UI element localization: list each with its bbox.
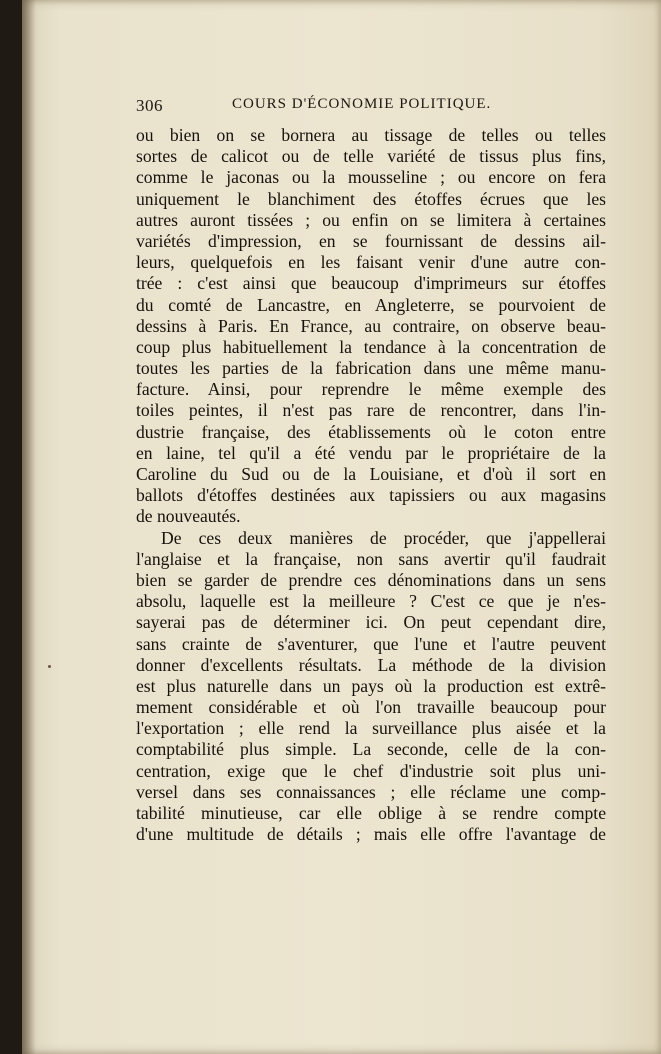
body-text (136, 125, 606, 845)
text-line: leurs, quelquefois en les faisant venir d'une autre con- (136, 252, 606, 273)
text-line: comme le jaconas ou la mousseline ; ou encore on fera (136, 167, 606, 188)
text-line: l'exportation ; elle rend la surveillance plus aisée et la (136, 718, 606, 739)
text-line: est plus naturelle dans un pays où la production est extrê- (136, 675, 606, 696)
text-line: sans crainte de s'aventurer, que l'une et l'autre peuvent (136, 633, 606, 654)
text-line: Caroline du Sud ou de la Louisiane, et d'où il sort en (136, 464, 606, 484)
text-line: toiles peintes, il n'est pas rare de rencontrer, dans l'in- (136, 400, 606, 421)
text-line: ballots d'étoffes destinées aux tapissiers ou aux magasins (136, 485, 606, 506)
text-line: ou bien on se bornera au tissage de telles ou telles (136, 125, 606, 145)
paragraph-2 (136, 528, 606, 846)
running-head: COURS D'ÉCONOMIE POLITIQUE. (232, 96, 492, 112)
text-line: du comté de Lancastre, en Angleterre, se pourvoient de (136, 294, 606, 315)
paper-speck (48, 665, 51, 668)
text-line: coup plus habituellement la tendance à la concentration de (136, 336, 606, 357)
text-line: autres auront tissées ; ou enfin on se limitera à certaines (136, 209, 606, 230)
text-line: De ces deux manières de procéder, que j'appellerai (161, 527, 606, 548)
text-line: uniquement le blanchiment des étoffes écrues que les (136, 188, 606, 209)
text-line: sortes de calicot ou de telle variété de tissus plus fins, (136, 146, 606, 167)
text-line: en laine, tel qu'il a été vendu par le propriétaire de la (136, 442, 606, 463)
text-line: dessins à Paris. En France, au contraire, on observe beau- (136, 315, 606, 336)
text-line: l'anglaise et la française, non sans avertir qu'il faudrait (136, 548, 606, 569)
paragraph-1 (136, 125, 606, 528)
text-line: mement considérable et où l'on travaille beaucoup pour (136, 697, 606, 718)
text-line: centration, exige que le chef d'industrie soit plus uni- (136, 760, 606, 781)
text-line: de nouveautés. (136, 506, 241, 527)
text-line: versel dans ses connaissances ; elle réclame une comp- (136, 781, 606, 802)
text-line: trée : c'est ainsi que beaucoup d'imprimeurs sur étoffes (136, 273, 606, 294)
text-line: tabilité minutieuse, car elle oblige à se rendre compte (136, 803, 606, 823)
text-line: sayerai pas de déterminer ici. On peut cependant dire, (136, 612, 606, 633)
gutter-shadow (22, 0, 36, 1054)
text-line: bien se garder de prendre ces dénominations dans un sens (136, 569, 606, 590)
text-line: d'une multitude de détails ; mais elle offre l'avantage de (136, 824, 606, 845)
text-line: variétés d'impression, en se fournissant de dessins ail- (136, 230, 606, 251)
text-line: dustrie française, des établissements où le coton entre (136, 421, 606, 442)
text-line: donner d'excellents résultats. La méthode de la division (136, 654, 606, 675)
text-line: toutes les parties de la fabrication dans une même manu- (136, 358, 606, 379)
page-header (136, 96, 606, 118)
text-line: facture. Ainsi, pour reprendre le même exemple des (136, 379, 606, 400)
text-line: absolu, laquelle est la meilleure ? C'est ce que je n'es- (136, 591, 606, 612)
page-number: 306 (136, 96, 163, 115)
text-line: comptabilité plus simple. La seconde, celle de la con- (136, 739, 606, 760)
